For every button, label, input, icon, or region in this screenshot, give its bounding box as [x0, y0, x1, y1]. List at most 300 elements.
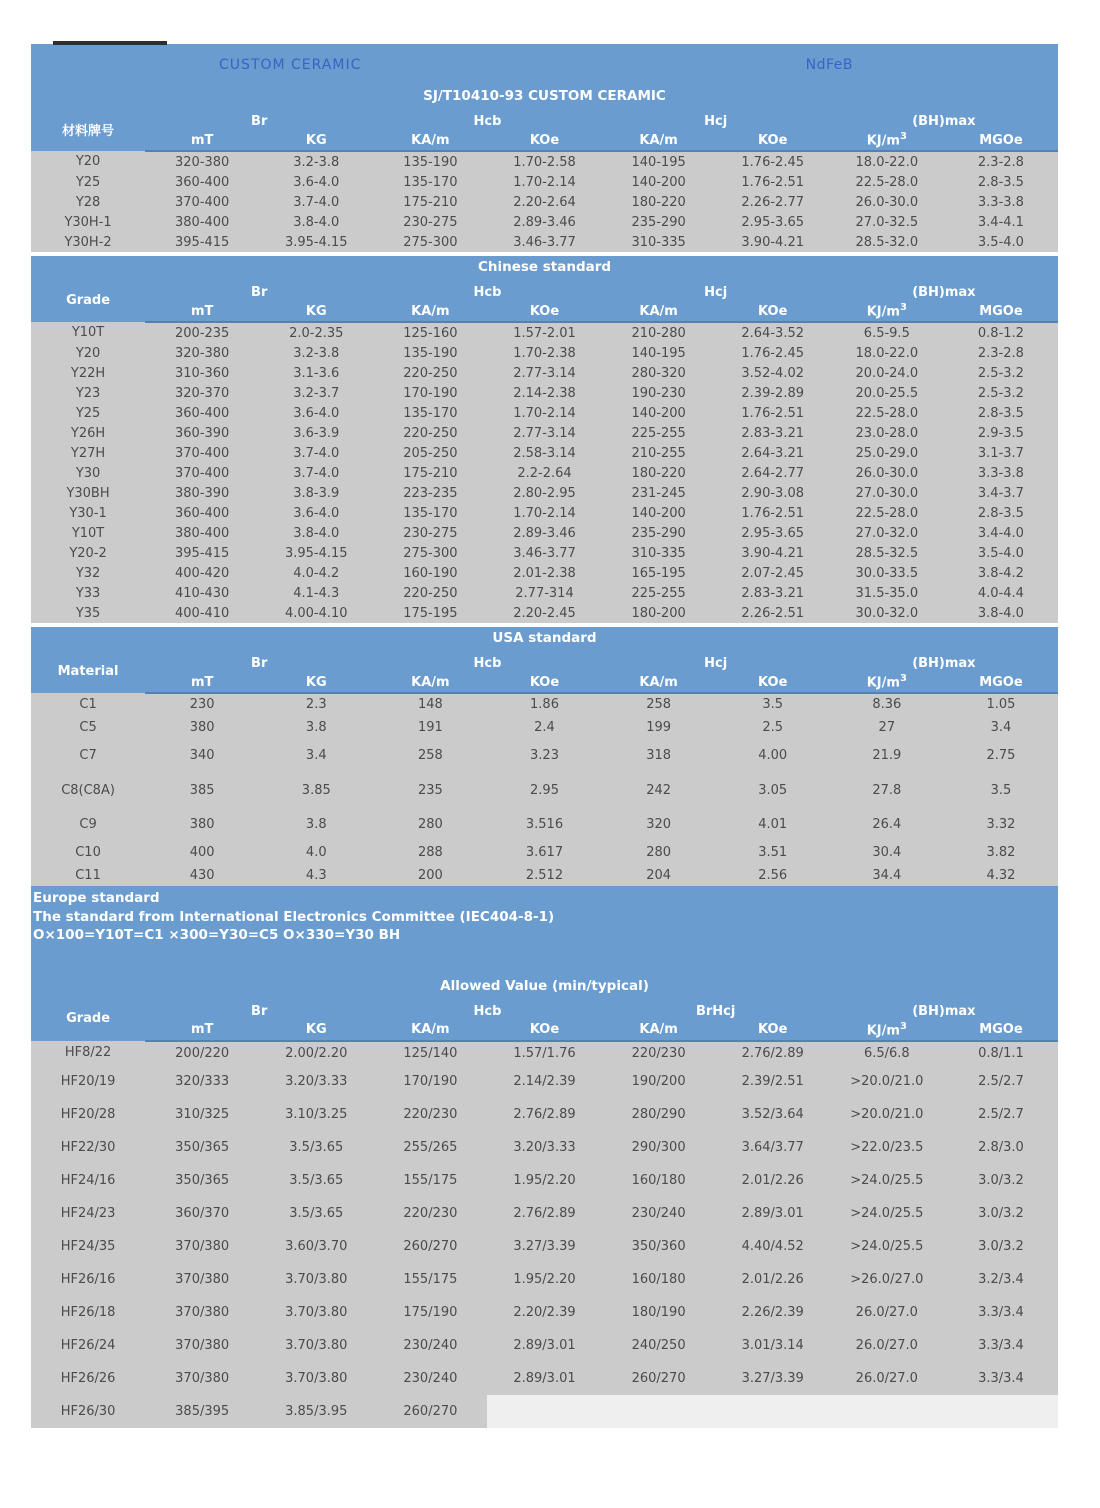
table-row	[31, 543, 1058, 563]
column-group-header: Hcj	[602, 107, 830, 130]
value-cell: 2.64-3.21	[716, 443, 830, 463]
table-title: Chinese standard	[31, 256, 1058, 278]
table-row	[31, 343, 1058, 363]
row-label: C10	[31, 839, 145, 865]
row-label: HF26/18	[31, 1296, 145, 1329]
value-cell: 3.46-3.77	[487, 543, 601, 563]
value-cell: 2.20-2.64	[487, 192, 601, 212]
unit-header: MGOe	[944, 130, 1058, 151]
value-cell: 385	[145, 771, 259, 809]
table-row	[31, 1098, 1058, 1131]
value-cell: 3.6-4.0	[259, 172, 373, 192]
value-cell: 370/380	[145, 1263, 259, 1296]
column-group-header: Br	[145, 997, 373, 1020]
value-cell: 155/175	[373, 1263, 487, 1296]
unit-header: KOe	[716, 301, 830, 322]
table-allowed	[31, 945, 1058, 1428]
table-row	[31, 740, 1058, 771]
value-cell: 3.6-4.0	[259, 503, 373, 523]
value-cell: 148	[373, 693, 487, 715]
value-cell: 2.5	[716, 715, 830, 740]
column-group-header: (BH)max	[830, 278, 1058, 301]
value-cell: 3.05	[716, 771, 830, 809]
value-cell: 3.3-3.8	[944, 192, 1058, 212]
value-cell: 140-195	[602, 343, 716, 363]
value-cell: 290/300	[602, 1131, 716, 1164]
table-row	[31, 715, 1058, 740]
value-cell: 220-250	[373, 363, 487, 383]
value-cell: 3.5/3.65	[259, 1197, 373, 1230]
unit-header: $KJ/m^3$	[830, 672, 944, 693]
value-cell: 3.32	[944, 809, 1058, 839]
row-label: Y30H-2	[31, 232, 145, 252]
value-cell: 2.00/2.20	[259, 1041, 373, 1065]
value-cell: 370/380	[145, 1296, 259, 1329]
row-label: Y26H	[31, 423, 145, 443]
value-cell: 2.14/2.39	[487, 1065, 601, 1098]
row-label: Y25	[31, 403, 145, 423]
table-row	[31, 523, 1058, 543]
value-cell: 3.8-4.0	[944, 603, 1058, 623]
value-cell	[487, 1395, 601, 1428]
value-cell: 170-190	[373, 383, 487, 403]
value-cell: 140-195	[602, 151, 716, 172]
value-cell: 34.4	[830, 865, 944, 886]
table-row	[31, 443, 1058, 463]
value-cell: 3.70/3.80	[259, 1296, 373, 1329]
value-cell: 140-200	[602, 172, 716, 192]
unit-header: KOe	[487, 130, 601, 151]
value-cell: 310-335	[602, 543, 716, 563]
value-cell: 3.3/3.4	[944, 1362, 1058, 1395]
column-group-header: (BH)max	[830, 107, 1058, 130]
value-cell: 180-200	[602, 603, 716, 623]
value-cell: 310-335	[602, 232, 716, 252]
row-label: C11	[31, 865, 145, 886]
value-cell: 140-200	[602, 503, 716, 523]
value-cell: 3.4-4.0	[944, 523, 1058, 543]
unit-header: KOe	[716, 130, 830, 151]
row-label: Y25	[31, 172, 145, 192]
value-cell: 4.00-4.10	[259, 603, 373, 623]
value-cell: 2.77-3.14	[487, 363, 601, 383]
value-cell: 3.60/3.70	[259, 1230, 373, 1263]
value-cell: 8.36	[830, 693, 944, 715]
value-cell: 3.8	[259, 809, 373, 839]
row-label: C9	[31, 809, 145, 839]
table-row	[31, 212, 1058, 232]
unit-header: KG	[259, 130, 373, 151]
value-cell: 3.64/3.77	[716, 1131, 830, 1164]
value-cell: 360-400	[145, 403, 259, 423]
unit-header: KA/m	[602, 301, 716, 322]
value-cell: 280	[602, 839, 716, 865]
value-cell: 395-415	[145, 232, 259, 252]
value-cell: 3.7-4.0	[259, 192, 373, 212]
value-cell: 220/230	[373, 1197, 487, 1230]
value-cell: 190/200	[602, 1065, 716, 1098]
unit-header: KOe	[716, 672, 830, 693]
unit-header: mT	[145, 301, 259, 322]
row-label: Y35	[31, 603, 145, 623]
value-cell: 3.95-4.15	[259, 232, 373, 252]
value-cell: 2.83-3.21	[716, 423, 830, 443]
value-cell: 191	[373, 715, 487, 740]
value-cell: 135-190	[373, 343, 487, 363]
value-cell: 1.76-2.51	[716, 503, 830, 523]
value-cell: 3.52-4.02	[716, 363, 830, 383]
row-label: Y23	[31, 383, 145, 403]
value-cell: 4.3	[259, 865, 373, 886]
row-label: HF20/19	[31, 1065, 145, 1098]
value-cell: 400-420	[145, 563, 259, 583]
value-cell: 175-210	[373, 192, 487, 212]
value-cell: 2.77-3.14	[487, 423, 601, 443]
row-label: Y30-1	[31, 503, 145, 523]
row-label: Y20-2	[31, 543, 145, 563]
value-cell: 180-220	[602, 192, 716, 212]
value-cell: 370/380	[145, 1362, 259, 1395]
europe-standard-committee: The standard from International Electronics Committee (IEC404-8-1)	[33, 908, 555, 925]
table-row	[31, 693, 1058, 715]
value-cell: 3.85	[259, 771, 373, 809]
table-title: USA standard	[31, 627, 1058, 649]
value-cell: 22.5-28.0	[830, 172, 944, 192]
value-cell	[830, 1395, 944, 1428]
table-row	[31, 1362, 1058, 1395]
value-cell: 4.1-4.3	[259, 583, 373, 603]
value-cell: 170/190	[373, 1065, 487, 1098]
value-cell: 320-380	[145, 343, 259, 363]
column-group-header: Br	[145, 649, 373, 672]
value-cell: 360-400	[145, 172, 259, 192]
value-cell: 350/360	[602, 1230, 716, 1263]
value-cell: 30.4	[830, 839, 944, 865]
column-group-header: BrHcj	[602, 997, 830, 1020]
first-column-header: Grade	[31, 997, 145, 1041]
column-group-header: Hcj	[602, 278, 830, 301]
table-row	[31, 383, 1058, 403]
value-cell: 3.6-3.9	[259, 423, 373, 443]
value-cell: 135-170	[373, 172, 487, 192]
value-cell: 26.0-30.0	[830, 463, 944, 483]
value-cell: 1.70-2.14	[487, 403, 601, 423]
value-cell: 1.57/1.76	[487, 1041, 601, 1065]
value-cell: 2.14-2.38	[487, 383, 601, 403]
row-label: Y10T	[31, 523, 145, 543]
unit-header: $KJ/m^3$	[830, 301, 944, 322]
value-cell: 2.512	[487, 865, 601, 886]
row-label: Y30BH	[31, 483, 145, 503]
unit-header: KA/m	[373, 130, 487, 151]
unit-header: KG	[259, 672, 373, 693]
row-label: HF26/24	[31, 1329, 145, 1362]
value-cell: 2.75	[944, 740, 1058, 771]
first-column-header: Grade	[31, 278, 145, 322]
table-row	[31, 583, 1058, 603]
table-row	[31, 865, 1058, 886]
value-cell: 3.3/3.4	[944, 1296, 1058, 1329]
value-cell: 175/190	[373, 1296, 487, 1329]
unit-header: MGOe	[944, 672, 1058, 693]
value-cell: 2.8/3.0	[944, 1131, 1058, 1164]
value-cell: 27.0-32.5	[830, 212, 944, 232]
value-cell: 3.20/3.33	[487, 1131, 601, 1164]
value-cell: 135-170	[373, 503, 487, 523]
unit-header: MGOe	[944, 301, 1058, 322]
value-cell: 1.86	[487, 693, 601, 715]
value-cell: 27.8	[830, 771, 944, 809]
value-cell: >20.0/21.0	[830, 1065, 944, 1098]
value-cell: 3.01/3.14	[716, 1329, 830, 1362]
value-cell: 204	[602, 865, 716, 886]
value-cell: 205-250	[373, 443, 487, 463]
value-cell: 3.3-3.8	[944, 463, 1058, 483]
row-label: Y20	[31, 151, 145, 172]
table-row	[31, 232, 1058, 252]
value-cell: 1.70-2.14	[487, 172, 601, 192]
value-cell: 30.0-32.0	[830, 603, 944, 623]
value-cell: 2.76/2.89	[487, 1098, 601, 1131]
value-cell: 260/270	[373, 1230, 487, 1263]
value-cell: 3.8	[259, 715, 373, 740]
value-cell: 3.23	[487, 740, 601, 771]
value-cell: 255/265	[373, 1131, 487, 1164]
value-cell: 320/333	[145, 1065, 259, 1098]
value-cell: 1.05	[944, 693, 1058, 715]
value-cell: 235-290	[602, 212, 716, 232]
value-cell: 380-400	[145, 212, 259, 232]
value-cell: 3.2-3.8	[259, 151, 373, 172]
value-cell: 2.89/3.01	[487, 1329, 601, 1362]
value-cell: 3.5/3.65	[259, 1164, 373, 1197]
value-cell: 3.70/3.80	[259, 1263, 373, 1296]
value-cell: 18.0-22.0	[830, 343, 944, 363]
value-cell: 230-275	[373, 212, 487, 232]
value-cell: 190-230	[602, 383, 716, 403]
value-cell: 2.83-3.21	[716, 583, 830, 603]
value-cell: 200	[373, 865, 487, 886]
value-cell: 380-390	[145, 483, 259, 503]
value-cell: 2.26-2.51	[716, 603, 830, 623]
value-cell: 2.8-3.5	[944, 172, 1058, 192]
value-cell: 26.4	[830, 809, 944, 839]
value-cell: 3.8-4.0	[259, 212, 373, 232]
value-cell: 3.52/3.64	[716, 1098, 830, 1131]
value-cell: 175-210	[373, 463, 487, 483]
value-cell: 3.70/3.80	[259, 1329, 373, 1362]
unit-header: KA/m	[373, 1020, 487, 1041]
value-cell: 280/290	[602, 1098, 716, 1131]
value-cell: 180-220	[602, 463, 716, 483]
unit-header: KA/m	[373, 301, 487, 322]
table-container-allowed	[31, 945, 1058, 1428]
value-cell: 320-370	[145, 383, 259, 403]
europe-standard-section	[31, 886, 1058, 945]
table-row	[31, 771, 1058, 809]
value-cell: 3.5	[944, 771, 1058, 809]
row-label: Y28	[31, 192, 145, 212]
column-group-header: Hcb	[373, 997, 601, 1020]
value-cell: 160-190	[373, 563, 487, 583]
value-cell: 2.95-3.65	[716, 523, 830, 543]
row-label: HF24/35	[31, 1230, 145, 1263]
unit-header: KA/m	[602, 1020, 716, 1041]
value-cell: >20.0/21.0	[830, 1098, 944, 1131]
first-column-header: Material	[31, 649, 145, 693]
value-cell: 1.70-2.58	[487, 151, 601, 172]
table-row	[31, 423, 1058, 443]
value-cell: 125/140	[373, 1041, 487, 1065]
value-cell: 380	[145, 809, 259, 839]
value-cell: 2.80-2.95	[487, 483, 601, 503]
europe-standard-equivalence: O×100=Y10T=C1 ×300=Y30=C5 O×330=Y30 BH	[33, 927, 401, 943]
table-row	[31, 563, 1058, 583]
value-cell: 2.8-3.5	[944, 503, 1058, 523]
value-cell: 3.8-3.9	[259, 483, 373, 503]
value-cell: 2.76/2.89	[487, 1197, 601, 1230]
value-cell: 2.89/3.01	[716, 1197, 830, 1230]
value-cell: 1.76-2.51	[716, 172, 830, 192]
value-cell: 230/240	[373, 1329, 487, 1362]
value-cell: 3.5/3.65	[259, 1131, 373, 1164]
value-cell: 3.2/3.4	[944, 1263, 1058, 1296]
value-cell: 0.8-1.2	[944, 322, 1058, 343]
value-cell: 223-235	[373, 483, 487, 503]
column-group-header: (BH)max	[830, 649, 1058, 672]
value-cell: 3.85/3.95	[259, 1395, 373, 1428]
value-cell: 2.8-3.5	[944, 403, 1058, 423]
value-cell: 3.90-4.21	[716, 543, 830, 563]
table-row	[31, 603, 1058, 623]
value-cell: 30.0-33.5	[830, 563, 944, 583]
value-cell: 26.0/27.0	[830, 1329, 944, 1362]
unit-header: mT	[145, 672, 259, 693]
value-cell: 2.95-3.65	[716, 212, 830, 232]
row-label: C8(C8A)	[31, 771, 145, 809]
value-cell: 3.0/3.2	[944, 1164, 1058, 1197]
table-row	[31, 1329, 1058, 1362]
row-label: Y30	[31, 463, 145, 483]
value-cell: 27	[830, 715, 944, 740]
row-label: Y10T	[31, 322, 145, 343]
value-cell: 340	[145, 740, 259, 771]
value-cell: 3.5-4.0	[944, 543, 1058, 563]
unit-header: MGOe	[944, 1020, 1058, 1041]
value-cell: 258	[373, 740, 487, 771]
value-cell: 2.89-3.46	[487, 523, 601, 543]
value-cell: 21.9	[830, 740, 944, 771]
table-row	[31, 322, 1058, 343]
value-cell: 4.0-4.2	[259, 563, 373, 583]
value-cell: 135-190	[373, 151, 487, 172]
value-cell: 3.51	[716, 839, 830, 865]
row-label: C7	[31, 740, 145, 771]
table-row	[31, 503, 1058, 523]
table-row	[31, 1065, 1058, 1098]
value-cell: 3.617	[487, 839, 601, 865]
value-cell: 2.5/2.7	[944, 1065, 1058, 1098]
value-cell: 1.70-2.14	[487, 503, 601, 523]
value-cell: 360-390	[145, 423, 259, 443]
link-ndfeb[interactable]: NdFeB	[805, 56, 853, 73]
table-row	[31, 1263, 1058, 1296]
value-cell: 4.0-4.4	[944, 583, 1058, 603]
value-cell: 430	[145, 865, 259, 886]
value-cell: 3.4-3.7	[944, 483, 1058, 503]
column-group-header: Hcb	[373, 278, 601, 301]
value-cell: 350/365	[145, 1131, 259, 1164]
value-cell: 3.0/3.2	[944, 1197, 1058, 1230]
value-cell: 1.76-2.45	[716, 151, 830, 172]
value-cell: 380-400	[145, 523, 259, 543]
value-cell	[716, 1395, 830, 1428]
value-cell: 199	[602, 715, 716, 740]
value-cell: 2.90-3.08	[716, 483, 830, 503]
link-custom-ceramic[interactable]: CUSTOM CERAMIC	[219, 56, 362, 73]
value-cell: 3.516	[487, 809, 601, 839]
table-row	[31, 483, 1058, 503]
value-cell: 4.01	[716, 809, 830, 839]
value-cell: 3.82	[944, 839, 1058, 865]
row-label: HF26/30	[31, 1395, 145, 1428]
value-cell: 2.95	[487, 771, 601, 809]
value-cell: 2.0-2.35	[259, 322, 373, 343]
value-cell: 28.5-32.5	[830, 543, 944, 563]
unit-header: KA/m	[602, 672, 716, 693]
value-cell: 3.7-4.0	[259, 463, 373, 483]
value-cell: 2.26/2.39	[716, 1296, 830, 1329]
value-cell: 370/380	[145, 1230, 259, 1263]
value-cell: 4.40/4.52	[716, 1230, 830, 1263]
value-cell: 275-300	[373, 543, 487, 563]
row-label: Y27H	[31, 443, 145, 463]
value-cell: 320-380	[145, 151, 259, 172]
value-cell: 3.2-3.8	[259, 343, 373, 363]
value-cell: 200/220	[145, 1041, 259, 1065]
value-cell: >24.0/25.5	[830, 1197, 944, 1230]
value-cell: 4.32	[944, 865, 1058, 886]
value-cell: 258	[602, 693, 716, 715]
table-row	[31, 1395, 1058, 1428]
value-cell: 360-400	[145, 503, 259, 523]
value-cell: 240/250	[602, 1329, 716, 1362]
value-cell: 165-195	[602, 563, 716, 583]
value-cell: 3.10/3.25	[259, 1098, 373, 1131]
table-row	[31, 192, 1058, 212]
row-label: Y20	[31, 343, 145, 363]
value-cell: >22.0/23.5	[830, 1131, 944, 1164]
value-cell: 1.76-2.51	[716, 403, 830, 423]
value-cell: 280	[373, 809, 487, 839]
value-cell	[602, 1395, 716, 1428]
value-cell: 18.0-22.0	[830, 151, 944, 172]
table-container-usa	[31, 627, 1058, 886]
value-cell: 3.70/3.80	[259, 1362, 373, 1395]
value-cell: 350/365	[145, 1164, 259, 1197]
value-cell: 3.27/3.39	[716, 1362, 830, 1395]
value-cell: 2.20-2.45	[487, 603, 601, 623]
value-cell: 3.2-3.7	[259, 383, 373, 403]
value-cell: 23.0-28.0	[830, 423, 944, 443]
value-cell: 400-410	[145, 603, 259, 623]
value-cell: 20.0-24.0	[830, 363, 944, 383]
value-cell: 220/230	[602, 1041, 716, 1065]
value-cell: 2.64-2.77	[716, 463, 830, 483]
value-cell: 175-195	[373, 603, 487, 623]
column-group-header: Hcj	[602, 649, 830, 672]
value-cell: 26.0-30.0	[830, 192, 944, 212]
